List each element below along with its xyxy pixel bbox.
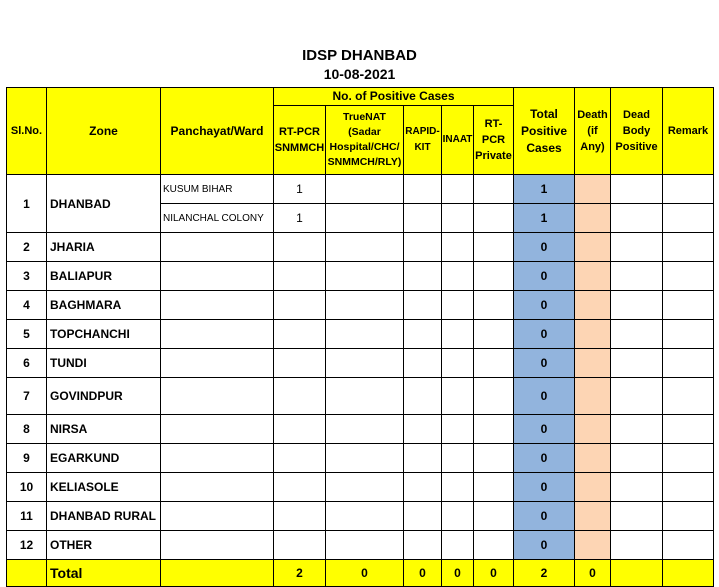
row-rtpcr xyxy=(274,473,326,502)
row-death xyxy=(575,204,611,233)
row-total: 1 xyxy=(514,204,575,233)
row-rapid xyxy=(404,531,442,560)
row-truenat xyxy=(326,349,404,378)
row-rapid xyxy=(404,204,442,233)
total-rapid: 0 xyxy=(404,560,442,587)
row-total: 0 xyxy=(514,444,575,473)
row-remark xyxy=(663,473,714,502)
header-total-line2: Positive xyxy=(520,123,568,138)
row-death xyxy=(575,291,611,320)
row-zone: BAGHMARA xyxy=(47,291,161,320)
row-truenat xyxy=(326,320,404,349)
row-death xyxy=(575,502,611,531)
row-rtpcr-private xyxy=(474,175,514,204)
row-inaat xyxy=(442,233,474,262)
row-remark xyxy=(663,378,714,415)
row-total: 0 xyxy=(514,415,575,444)
row-total: 1 xyxy=(514,175,575,204)
row-rapid xyxy=(404,415,442,444)
row-death xyxy=(575,175,611,204)
row-rapid xyxy=(404,291,442,320)
header-rapid-line1: RAPID- xyxy=(405,126,440,137)
table-row xyxy=(7,378,714,415)
header-death xyxy=(575,88,611,175)
row-slno: 3 xyxy=(7,262,47,291)
table-row xyxy=(7,291,714,320)
header-total-line1: Total xyxy=(530,106,558,121)
row-remark xyxy=(663,415,714,444)
header-zone: Zone xyxy=(47,88,161,175)
header-rapid-kit xyxy=(404,106,442,175)
row-truenat xyxy=(326,531,404,560)
total-row xyxy=(7,560,714,587)
row-panchayat xyxy=(161,320,274,349)
row-death xyxy=(575,233,611,262)
row-panchayat xyxy=(161,531,274,560)
row-panchayat xyxy=(161,502,274,531)
row-zone: BALIAPUR xyxy=(47,262,161,291)
header-truenat xyxy=(326,106,404,175)
header-rapid-line2: KIT xyxy=(414,142,431,153)
row-remark xyxy=(663,175,714,204)
row-rtpcr-private xyxy=(474,204,514,233)
row-dead-body xyxy=(611,204,663,233)
row-truenat xyxy=(326,291,404,320)
header-slno: Sl.No. xyxy=(7,88,47,175)
row-rtpcr-private xyxy=(474,473,514,502)
row-slno: 8 xyxy=(7,415,47,444)
row-rapid xyxy=(404,175,442,204)
report-date: 10-08-2021 xyxy=(323,66,396,82)
row-truenat xyxy=(326,444,404,473)
row-death xyxy=(575,320,611,349)
header-rtpcr-private xyxy=(474,106,514,175)
row-rtpcr xyxy=(274,262,326,291)
row-panchayat xyxy=(161,291,274,320)
total-truenat: 0 xyxy=(326,560,404,587)
row-rapid xyxy=(404,378,442,415)
row-inaat xyxy=(442,320,474,349)
header-remark: Remark xyxy=(663,88,714,175)
header-panchayat: Panchayat/Ward xyxy=(161,88,274,175)
table-row xyxy=(7,502,714,531)
row-inaat xyxy=(442,415,474,444)
row-remark xyxy=(663,320,714,349)
row-truenat xyxy=(326,262,404,291)
total-dead-body xyxy=(611,560,663,587)
total-positive: 2 xyxy=(514,560,575,587)
row-dead-body xyxy=(611,175,663,204)
row-death xyxy=(575,378,611,415)
row-remark xyxy=(663,502,714,531)
header-truenat-line3: Hospital/CHC/ xyxy=(329,141,400,153)
row-slno: 10 xyxy=(7,473,47,502)
table-row xyxy=(7,473,714,502)
row-rapid xyxy=(404,444,442,473)
table-row xyxy=(7,233,714,262)
row-rapid xyxy=(404,233,442,262)
row-dead-body xyxy=(611,531,663,560)
row-zone: KELIASOLE xyxy=(47,473,161,502)
row-remark xyxy=(663,204,714,233)
row-inaat xyxy=(442,531,474,560)
row-truenat xyxy=(326,502,404,531)
row-panchayat xyxy=(161,473,274,502)
row-dead-body xyxy=(611,262,663,291)
total-death: 0 xyxy=(575,560,611,587)
row-dead-body xyxy=(611,378,663,415)
row-rtpcr-private xyxy=(474,233,514,262)
row-inaat xyxy=(442,349,474,378)
row-total: 0 xyxy=(514,291,575,320)
row-truenat xyxy=(326,415,404,444)
row-panchayat: KUSUM BIHAR xyxy=(161,175,274,204)
row-death xyxy=(575,349,611,378)
row-rtpcr xyxy=(274,349,326,378)
row-slno: 9 xyxy=(7,444,47,473)
row-panchayat xyxy=(161,349,274,378)
row-slno: 1 xyxy=(7,175,47,233)
row-rtpcr-private xyxy=(474,378,514,415)
row-zone: GOVINDPUR xyxy=(47,378,161,415)
row-zone: DHANBAD xyxy=(47,175,161,233)
header-dead-body xyxy=(611,88,663,175)
header-truenat-line2: (Sadar xyxy=(348,126,381,138)
row-rtpcr-private xyxy=(474,320,514,349)
row-rapid xyxy=(404,473,442,502)
positive-cases-table xyxy=(6,87,714,587)
row-rtpcr: 1 xyxy=(274,175,326,204)
row-inaat xyxy=(442,262,474,291)
table-row xyxy=(7,349,714,378)
row-zone: NIRSA xyxy=(47,415,161,444)
row-slno: 2 xyxy=(7,233,47,262)
row-rapid xyxy=(404,320,442,349)
table-row xyxy=(7,320,714,349)
table-row xyxy=(7,175,714,204)
total-remark xyxy=(663,560,714,587)
row-dead-body xyxy=(611,320,663,349)
row-death xyxy=(575,473,611,502)
row-slno: 4 xyxy=(7,291,47,320)
report-title: IDSP DHANBAD xyxy=(302,47,417,64)
row-inaat xyxy=(442,291,474,320)
row-truenat xyxy=(326,175,404,204)
header-death-line1: Death xyxy=(577,109,608,121)
row-remark xyxy=(663,349,714,378)
row-total: 0 xyxy=(514,349,575,378)
row-slno: 6 xyxy=(7,349,47,378)
row-rapid xyxy=(404,349,442,378)
row-truenat xyxy=(326,233,404,262)
header-truenat-line4: SNMMCH/RLY) xyxy=(327,156,402,168)
row-panchayat xyxy=(161,444,274,473)
table-row xyxy=(7,444,714,473)
row-remark xyxy=(663,531,714,560)
row-dead-body xyxy=(611,349,663,378)
row-zone: EGARKUND xyxy=(47,444,161,473)
row-total: 0 xyxy=(514,531,575,560)
row-slno: 7 xyxy=(7,378,47,415)
row-rtpcr xyxy=(274,378,326,415)
row-truenat xyxy=(326,473,404,502)
header-positive-cases-group: No. of Positive Cases xyxy=(274,88,514,106)
row-panchayat xyxy=(161,378,274,415)
row-zone: DHANBAD RURAL xyxy=(47,502,161,531)
row-rtpcr: 1 xyxy=(274,204,326,233)
row-total: 0 xyxy=(514,473,575,502)
row-rtpcr xyxy=(274,291,326,320)
row-total: 0 xyxy=(514,502,575,531)
header-rtpcr-line1: RT-PCR xyxy=(279,126,320,138)
row-rapid xyxy=(404,502,442,531)
row-rtpcr xyxy=(274,415,326,444)
row-rtpcr xyxy=(274,320,326,349)
row-death xyxy=(575,531,611,560)
header-inaat: INAAT xyxy=(442,106,474,175)
total-rtpcr: 2 xyxy=(274,560,326,587)
row-panchayat xyxy=(161,415,274,444)
row-rtpcr-private xyxy=(474,415,514,444)
row-remark xyxy=(663,291,714,320)
row-panchayat: NILANCHAL COLONY xyxy=(161,204,274,233)
row-rtpcr-private xyxy=(474,291,514,320)
row-rtpcr-private xyxy=(474,531,514,560)
header-death-line3: Any) xyxy=(580,141,605,153)
row-rapid xyxy=(404,262,442,291)
row-dead-body xyxy=(611,233,663,262)
header-rtpcr-line2: SNMMCH xyxy=(274,142,325,154)
row-rtpcr xyxy=(274,502,326,531)
header-truenat-line1: TrueNAT xyxy=(343,111,386,123)
row-dead-body xyxy=(611,473,663,502)
row-remark xyxy=(663,262,714,291)
row-death xyxy=(575,262,611,291)
header-dead-line2: Body xyxy=(622,125,651,137)
row-zone: JHARIA xyxy=(47,233,161,262)
row-inaat xyxy=(442,378,474,415)
row-rtpcr xyxy=(274,233,326,262)
row-rtpcr-private xyxy=(474,349,514,378)
total-slno xyxy=(7,560,47,587)
row-zone: TUNDI xyxy=(47,349,161,378)
row-zone: TOPCHANCHI xyxy=(47,320,161,349)
header-death-line2: (if xyxy=(587,125,598,137)
row-dead-body xyxy=(611,291,663,320)
row-rtpcr xyxy=(274,531,326,560)
table-row xyxy=(7,531,714,560)
total-panchayat xyxy=(161,560,274,587)
row-total: 0 xyxy=(514,320,575,349)
table-row xyxy=(7,262,714,291)
row-total: 0 xyxy=(514,233,575,262)
row-dead-body xyxy=(611,415,663,444)
header-rtpcrp-line2: Private xyxy=(475,150,512,162)
row-slno: 11 xyxy=(7,502,47,531)
row-rtpcr-private xyxy=(474,444,514,473)
row-truenat xyxy=(326,378,404,415)
table-row xyxy=(7,415,714,444)
total-label: Total xyxy=(47,560,161,587)
row-slno: 5 xyxy=(7,320,47,349)
row-inaat xyxy=(442,204,474,233)
row-panchayat xyxy=(161,262,274,291)
row-total: 0 xyxy=(514,378,575,415)
row-truenat xyxy=(326,204,404,233)
row-slno: 12 xyxy=(7,531,47,560)
row-zone: OTHER xyxy=(47,531,161,560)
row-death xyxy=(575,444,611,473)
header-total-positive xyxy=(514,88,575,175)
row-inaat xyxy=(442,502,474,531)
row-panchayat xyxy=(161,233,274,262)
row-inaat xyxy=(442,473,474,502)
row-inaat xyxy=(442,175,474,204)
row-remark xyxy=(663,233,714,262)
row-rtpcr-private xyxy=(474,502,514,531)
header-dead-line3: Positive xyxy=(615,141,658,153)
row-rtpcr xyxy=(274,444,326,473)
row-inaat xyxy=(442,444,474,473)
row-dead-body xyxy=(611,444,663,473)
total-rtpcr-private: 0 xyxy=(474,560,514,587)
row-rtpcr-private xyxy=(474,262,514,291)
row-death xyxy=(575,415,611,444)
row-total: 0 xyxy=(514,262,575,291)
header-total-line3: Cases xyxy=(526,140,562,155)
row-remark xyxy=(663,444,714,473)
header-rtpcrp-line1: RT-PCR xyxy=(481,118,506,146)
header-rtpcr-snmmch xyxy=(274,106,326,175)
row-dead-body xyxy=(611,502,663,531)
header-dead-line1: Dead xyxy=(623,109,650,121)
total-inaat: 0 xyxy=(442,560,474,587)
